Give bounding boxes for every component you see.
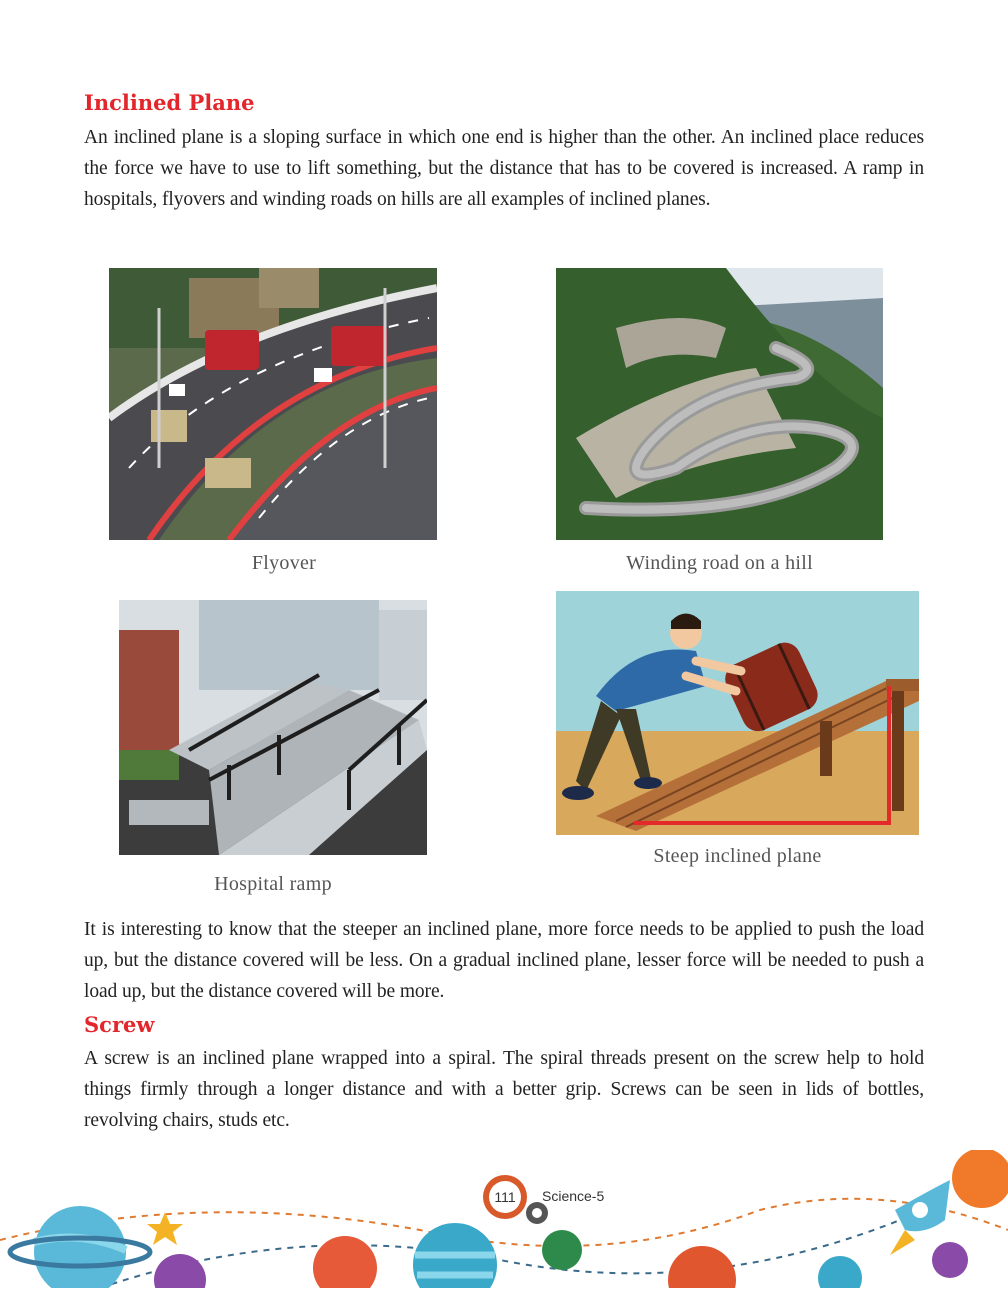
page-number: 111 xyxy=(494,1189,516,1205)
planet-teal-icon xyxy=(818,1256,862,1288)
planet-orange-icon xyxy=(313,1236,377,1288)
star-icon xyxy=(147,1212,183,1245)
planet-purple-icon xyxy=(154,1254,206,1288)
planet-ringed-icon xyxy=(10,1206,150,1288)
winding-road-image xyxy=(556,268,883,540)
planet-small-purple-icon xyxy=(932,1242,968,1278)
inclined-plane-paragraph: An inclined plane is a sloping surface in which one end is higher than the other. An inclined place reduces the force we have to use to lift something, but the distance that has to be covered is increased. A ramp in hospitals, flyovers and winding roads on hills are all examples of inclined planes. xyxy=(84,127,924,210)
hospital-ramp-caption: Hospital ramp xyxy=(214,873,332,895)
steepness-paragraph: It is interesting to know that the steeper an inclined plane, more force needs to be applied to push the load up, but the distance covered will be less. On a gradual inclined plane, lesser force will be needed to push a load up, but the distance covered will be more. xyxy=(84,919,924,1002)
planet-orange-striped-icon xyxy=(952,1150,1008,1208)
earth-icon xyxy=(542,1230,582,1270)
footer-decoration xyxy=(0,1150,1008,1288)
steep-inclined-plane-caption: Steep inclined plane xyxy=(653,845,822,867)
rocket-icon xyxy=(890,1180,950,1255)
winding-road-caption: Winding road on a hill xyxy=(626,552,813,574)
book-title: Science-5 xyxy=(542,1188,605,1204)
screw-heading: Screw xyxy=(84,1012,155,1037)
planet-red-icon xyxy=(668,1246,736,1288)
planet-striped-icon xyxy=(413,1223,497,1288)
steep-inclined-plane-image xyxy=(556,591,919,835)
inclined-plane-heading: Inclined Plane xyxy=(84,90,255,115)
screw-paragraph: A screw is an inclined plane wrapped into a spiral. The spiral threads present on the screw help to hold things firmly through a longer distance and with a better grip. Screws can be seen in lids of bottles, revolving chairs, studs etc. xyxy=(84,1048,924,1131)
hospital-ramp-image xyxy=(119,600,427,855)
flyover-image xyxy=(109,268,437,540)
flyover-caption: Flyover xyxy=(251,552,317,574)
